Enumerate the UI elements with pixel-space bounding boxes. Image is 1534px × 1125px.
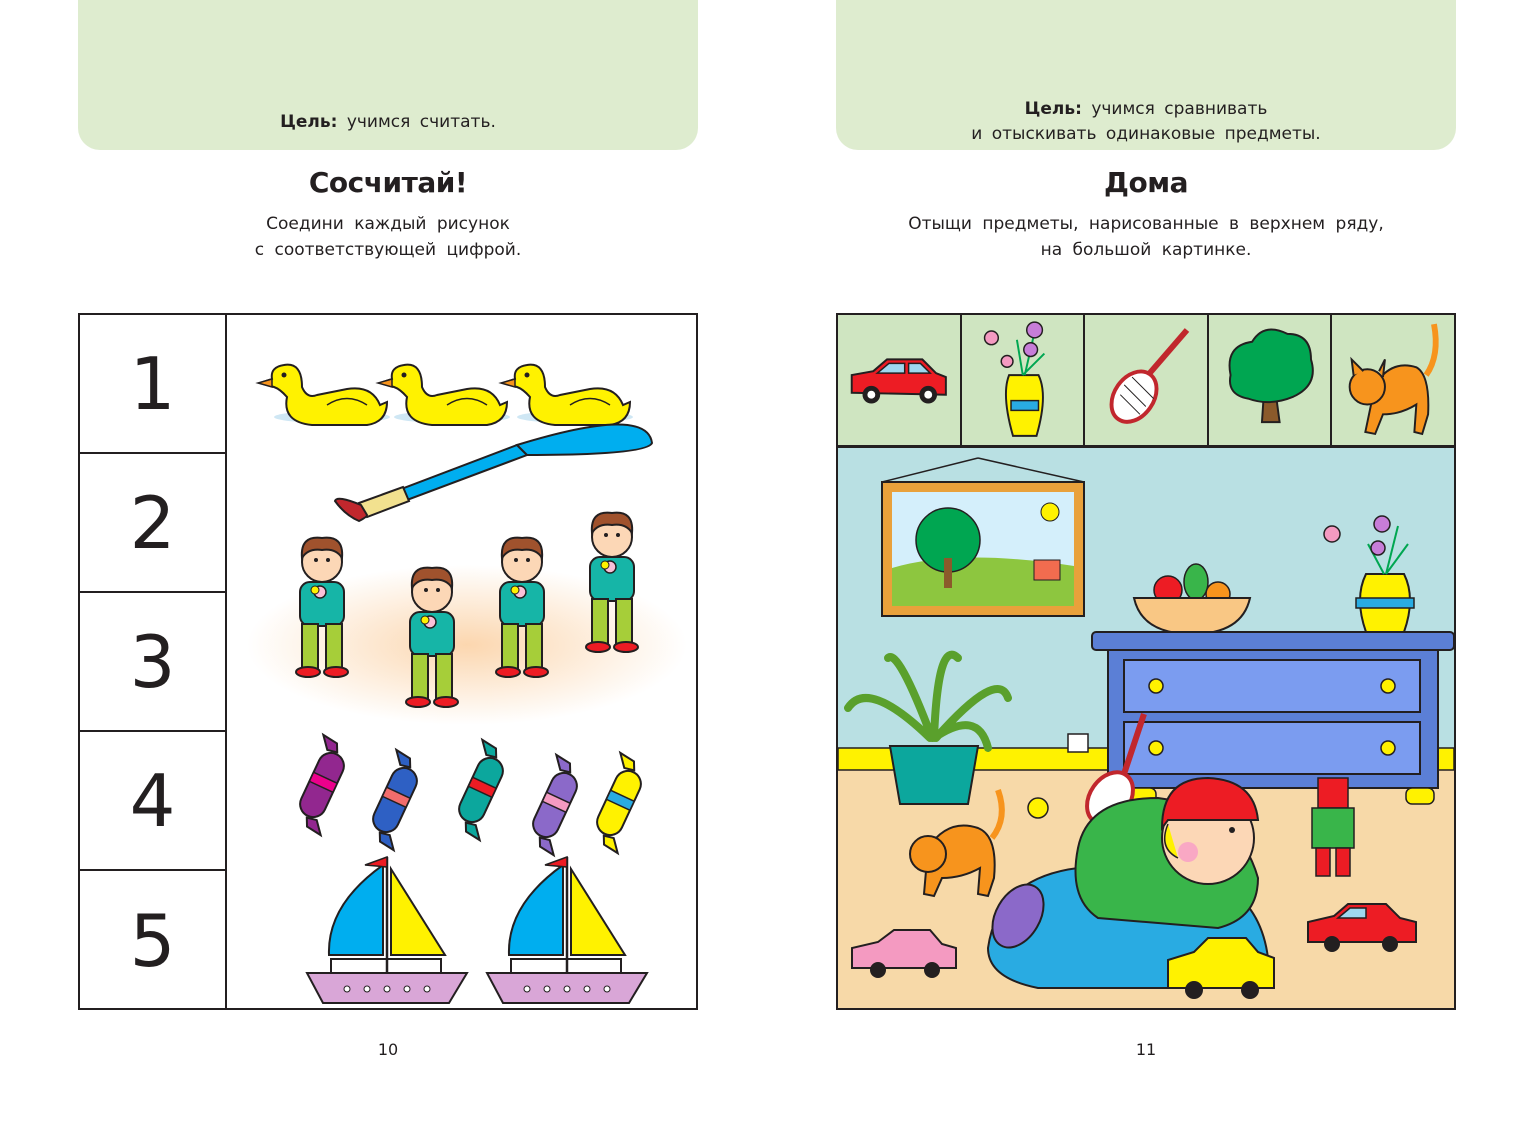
page-number: 10	[377, 1040, 399, 1059]
number-cell-3: 3	[80, 593, 225, 732]
candy-icon	[284, 735, 656, 855]
goal-text	[78, 110, 698, 135]
goal-value: и отыскивать одинаковые предметы.	[971, 124, 1321, 144]
room-picture	[836, 313, 1456, 1010]
vase-icon	[1324, 516, 1414, 632]
cat-icon	[1332, 315, 1454, 445]
room-scene	[838, 448, 1454, 1008]
fruit-bowl	[1134, 564, 1250, 634]
goal-text	[836, 97, 1456, 147]
sailboat-icon	[307, 857, 647, 1003]
right-page	[836, 0, 1456, 1125]
items-to-find-row	[838, 315, 1454, 448]
page-title: Дома	[1104, 166, 1188, 199]
left-page	[78, 0, 698, 1125]
page-title: Сосчитай!	[308, 166, 468, 199]
paintbrush-icon	[335, 424, 652, 521]
instruction-line: Отыщи предметы, нарисованные в верхнем ряду,	[908, 214, 1384, 234]
instruction	[836, 211, 1456, 263]
number-cell-5: 5	[129, 898, 176, 983]
wall-painting	[882, 458, 1084, 616]
instruction-line: Соедини каждый рисунок	[266, 214, 510, 234]
number-cell-2: 2	[80, 454, 225, 593]
number-cell-4: 4	[80, 732, 225, 871]
ball	[1028, 798, 1048, 818]
car-icon	[838, 315, 962, 445]
duck-icon	[258, 365, 633, 425]
number-cell-1: 1	[80, 315, 225, 454]
counting-table	[78, 313, 698, 1010]
goal-label: Цель:	[1024, 99, 1082, 119]
wall-socket	[1068, 734, 1088, 752]
goal-value: учимся считать.	[346, 112, 496, 132]
dresser	[1092, 632, 1454, 804]
page-number: 11	[1135, 1040, 1157, 1059]
goal-label: Цель:	[280, 112, 338, 132]
instruction-line: на большой картинке.	[1040, 240, 1252, 260]
instruction-line: с соответствующей цифрой.	[254, 240, 522, 260]
tree-icon	[1209, 315, 1333, 445]
goal-box	[78, 0, 698, 150]
tennis-racket-icon	[1085, 315, 1209, 445]
counting-pictures	[227, 315, 696, 1008]
goal-box	[836, 0, 1456, 150]
vase-icon	[962, 315, 1086, 445]
instruction	[78, 211, 698, 263]
number-column	[80, 315, 227, 1008]
goal-value: учимся сравнивать	[1091, 99, 1268, 119]
